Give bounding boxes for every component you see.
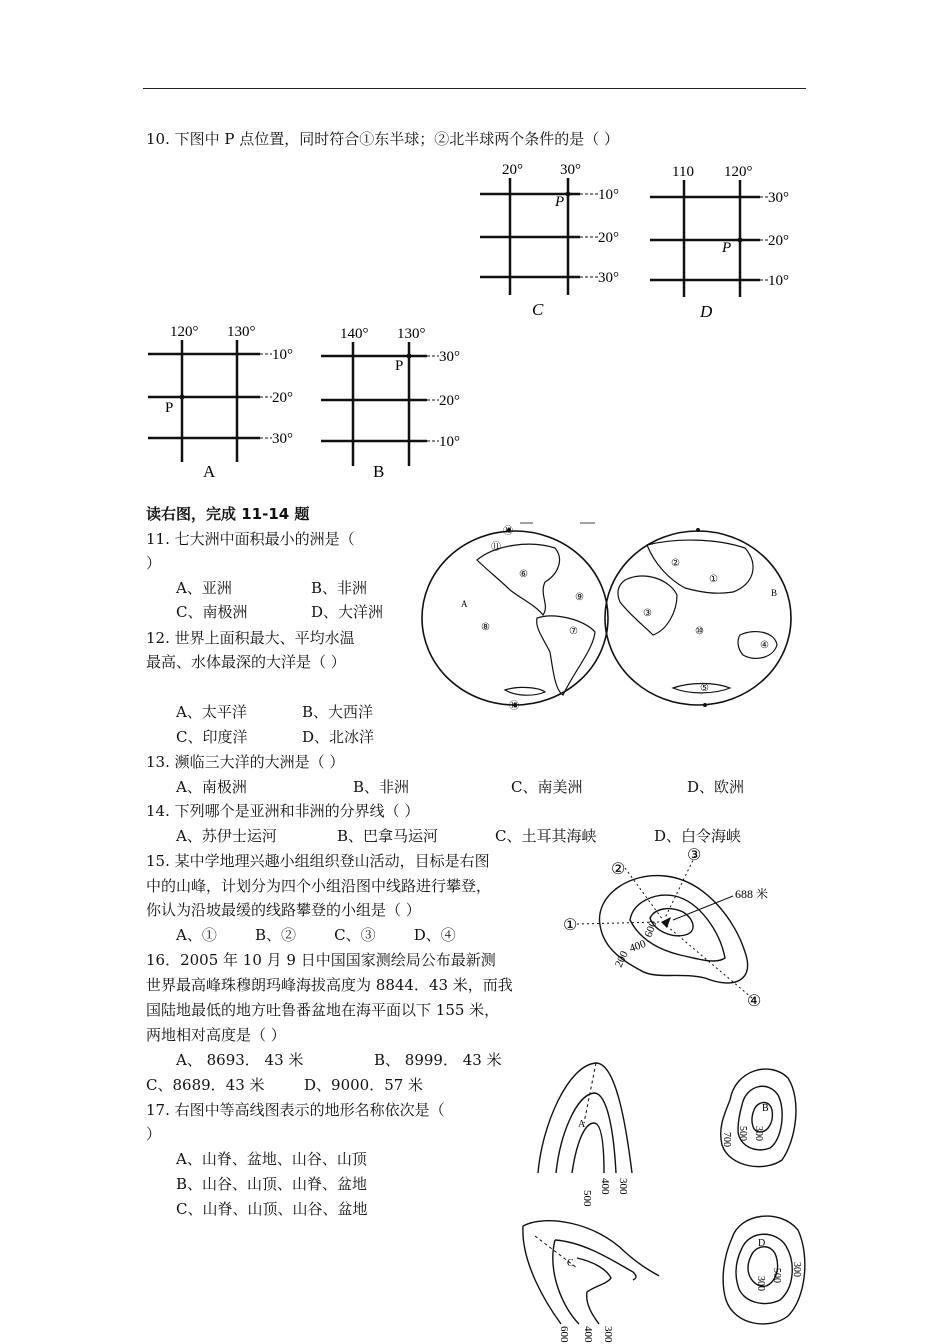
- grid-b-letter: B: [373, 462, 385, 481]
- section-heading: 读右图，完成 11-14 题: [146, 505, 310, 523]
- grid-a-lat2: 20°: [272, 390, 293, 406]
- grid-d-lat1: 30°: [768, 190, 789, 206]
- q11-cont: ）: [146, 554, 162, 572]
- q11-option-d: D、大洋洲: [311, 603, 384, 621]
- q14-text: 14. 下列哪个是亚洲和非洲的分界线（ ）: [146, 802, 420, 820]
- q14-option-c: C、土耳其海峡: [495, 827, 597, 845]
- map-n11: ⑪: [491, 542, 501, 553]
- terrain-a-v2: 400: [599, 1178, 611, 1195]
- terrain-b-v2: 500: [737, 1126, 748, 1141]
- q12-option-c: C、印度洋: [176, 728, 248, 746]
- q16-text-2: 世界最高峰珠穆朗玛峰海拔高度为 8844．43 米，而我: [146, 976, 513, 994]
- terrain-map-c: [515, 1212, 665, 1342]
- terrain-c-v3: 300: [602, 1326, 614, 1343]
- grid-d-p: P: [722, 240, 732, 256]
- map-n1: ①: [709, 574, 718, 585]
- terrain-d-v1: 300: [755, 1276, 766, 1291]
- peak-label: 688 米: [735, 887, 769, 901]
- q14-option-b: B、巴拿马运河: [337, 827, 439, 845]
- grid-c: [470, 160, 630, 320]
- q17-option-a: A、山脊、盆地、山谷、山顶: [176, 1150, 367, 1168]
- grid-a-lon2: 130°: [227, 324, 256, 340]
- map-n6: ⑥: [519, 569, 528, 580]
- grid-b: [315, 320, 485, 485]
- grid-a-letter: A: [203, 462, 216, 481]
- map-n7: ⑦: [569, 626, 578, 637]
- q16-text-1: 16．2005 年 10 月 9 日中国国家测绘局公布最新测: [146, 951, 496, 969]
- q13-option-d: D、欧洲: [687, 778, 745, 796]
- grid-d: [640, 160, 810, 320]
- terrain-c-label: C: [567, 1258, 574, 1269]
- terrain-map-a: [528, 1055, 648, 1207]
- grid-d-lon1: 110: [672, 164, 694, 180]
- q15-text-1: 15. 某中学地理兴趣小组组织登山活动，目标是右图: [146, 852, 490, 870]
- q16-option-b: B、 8999． 43 米: [374, 1051, 502, 1069]
- q14-option-a: A、苏伊士运河: [176, 827, 277, 845]
- terrain-a-v1: 500: [581, 1190, 593, 1207]
- q15-options: A、① B、② C、③ D、④: [176, 926, 456, 944]
- map-n9: ⑨: [575, 592, 584, 603]
- grid-c-lat1: 10°: [598, 187, 619, 203]
- contour-400: 400: [627, 937, 648, 955]
- q16-option-a: A、 8693． 43 米: [176, 1051, 304, 1069]
- q12-option-a: A、太平洋: [176, 703, 247, 721]
- q14-option-d: D、白令海峡: [654, 827, 742, 845]
- q12-option-d: D、北冰洋: [302, 728, 375, 746]
- map-label-a: A: [461, 599, 468, 609]
- grid-c-p: P: [555, 194, 565, 210]
- terrain-b-label: B: [762, 1103, 769, 1114]
- grid-b-lat3: 10°: [439, 434, 460, 450]
- q15-text-2: 中的山峰，计划分为四个小组沿图中线路进行攀登，: [146, 877, 492, 895]
- grid-d-letter: D: [700, 302, 713, 321]
- terrain-a-label: A: [578, 1119, 586, 1130]
- map-n8: ⑧: [481, 622, 490, 633]
- terrain-d-v3: 300: [791, 1262, 802, 1277]
- terrain-b-v3: 300: [753, 1126, 764, 1141]
- map-n4: ④: [760, 640, 769, 651]
- route-3: ③: [687, 847, 702, 864]
- q13-text: 13. 濒临三大洋的大洲是（ ）: [146, 753, 345, 771]
- grid-b-lat2: 20°: [439, 393, 460, 409]
- q12-text-2: 最高、水体最深的大洋是（ ）: [146, 653, 346, 671]
- q15-text-3: 你认为沿坡最缓的线路攀登的小组是（ ）: [146, 901, 421, 919]
- q13-option-b: B、非洲: [353, 778, 410, 796]
- contour-200: 200: [612, 949, 631, 970]
- header-rule: [143, 88, 806, 89]
- q13-option-a: A、南极洲: [176, 778, 247, 796]
- grid-a-lon1: 120°: [170, 324, 199, 340]
- grid-b-p: P: [395, 358, 404, 374]
- q16-option-d: D、9000．57 米: [304, 1076, 424, 1094]
- grid-c-lat2: 20°: [598, 230, 619, 246]
- map-n2: ②: [671, 558, 680, 569]
- q17-cont: ）: [146, 1125, 162, 1143]
- terrain-b-v1: 700: [721, 1132, 732, 1147]
- q17-text: 17. 右图中等高线图表示的地形名称依次是（: [146, 1101, 445, 1119]
- contour-600: 600: [642, 919, 660, 940]
- q17-option-b: B、山谷、山顶、山脊、盆地: [176, 1175, 368, 1193]
- q11-option-b: B、非洲: [311, 579, 368, 597]
- map-n13: ⑬: [509, 701, 519, 712]
- terrain-d-label: D: [758, 1238, 766, 1249]
- route-1: ①: [563, 917, 578, 934]
- q11-option-a: A、亚洲: [176, 579, 232, 597]
- map-n3: ③: [643, 608, 652, 619]
- terrain-d-v2: 500: [771, 1268, 782, 1283]
- route-4: ④: [747, 993, 762, 1010]
- map-n5: ⑤: [700, 683, 709, 694]
- q12-option-b: B、大西洋: [302, 703, 374, 721]
- terrain-a-v3: 300: [617, 1178, 629, 1195]
- grid-a-lat3: 30°: [272, 431, 293, 447]
- q16-text-3: 国陆地最低的地方吐鲁番盆地在海平面以下 155 米，: [146, 1001, 500, 1019]
- terrain-c-v1: 600: [558, 1326, 570, 1343]
- q16-option-c: C、8689．43 米: [146, 1076, 265, 1094]
- q13-option-c: C、南美洲: [511, 778, 583, 796]
- grid-b-lon2: 130°: [397, 326, 426, 342]
- q11-option-c: C、南极洲: [176, 603, 248, 621]
- grid-c-lon2: 30°: [560, 162, 581, 178]
- world-map: [415, 520, 815, 715]
- contour-map: [555, 840, 795, 1015]
- grid-a: [140, 320, 310, 485]
- grid-d-lon2: 120°: [724, 164, 753, 180]
- q17-option-c: C、山脊、山顶、山谷、盆地: [176, 1200, 368, 1218]
- terrain-map-d: [710, 1208, 815, 1333]
- grid-b-lat1: 30°: [439, 349, 460, 365]
- q16-text-4: 两地相对高度是（ ）: [146, 1026, 286, 1044]
- q11-text: 11. 七大洲中面积最小的洲是（: [146, 530, 355, 548]
- grid-b-lon1: 140°: [340, 326, 369, 342]
- grid-d-lat2: 20°: [768, 233, 789, 249]
- grid-a-p: P: [165, 400, 174, 416]
- terrain-map-b: [710, 1060, 810, 1175]
- map-label-b: B: [771, 588, 778, 598]
- grid-d-lat3: 10°: [768, 273, 789, 289]
- route-2: ②: [611, 861, 626, 878]
- grid-a-lat1: 10°: [272, 347, 293, 363]
- grid-c-lat3: 30°: [598, 270, 619, 286]
- map-n10: ⑩: [695, 626, 704, 637]
- map-n12: ⑫: [503, 526, 513, 537]
- grid-c-letter: C: [532, 300, 544, 319]
- grid-c-lon1: 20°: [502, 162, 523, 178]
- question-10: 10. 下图中 P 点位置，同时符合①东半球；②北半球两个条件的是（ ）: [146, 130, 620, 148]
- terrain-c-v2: 400: [582, 1326, 594, 1343]
- q12-text-1: 12. 世界上面积最大、平均水温: [146, 629, 355, 647]
